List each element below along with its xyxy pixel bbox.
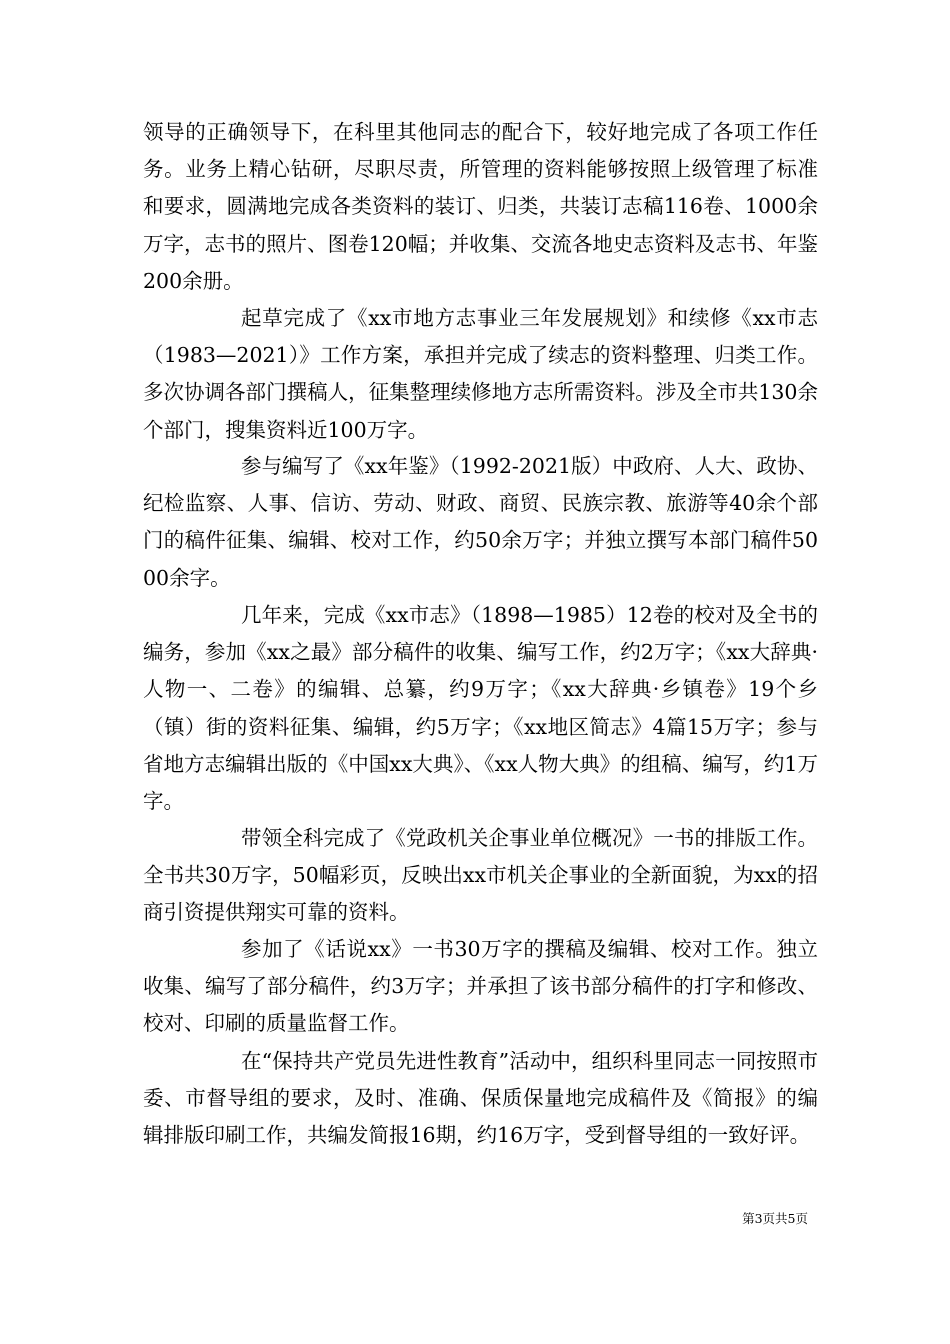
paragraph-1: 领导的正确领导下，在科里其他同志的配合下，较好地完成了各项工作任务。业务上精心钻研，尽职尽责，所管理的资料能够按照上级管理了标准和要求，圆满地完成各类资料的装订、归类，共装订志稿116卷、1000余万字，志书的照片、图卷120幅；并收集、交流各地史志资料及志书、年鉴200余册。 (143, 120, 818, 293)
paragraph-4: 几年来，完成《xx市志》（1898—1985）12卷的校对及全书的编务，参加《xx之最》部分稿件的收集、编写工作，约2万字；《xx大辞典·人物一、二卷》的编辑、总纂，约9万字；《xx大辞典·乡镇卷》19个乡（镇）街的资料征集、编辑，约5万字；《xx地区简志》4篇15万字；参与省地方志编辑出版的《中国xx大典》、《xx人物大典》的组稿、编写，约1万字。 (143, 603, 818, 814)
paragraph-2: 起草完成了《xx市地方志事业三年发展规划》和续修《xx市志（1983—2021）》工作方案，承担并完成了续志的资料整理、归类工作。多次协调各部门撰稿人，征集整理续修地方志所需资料。涉及全市共130余个部门，搜集资料近100万字。 (143, 306, 818, 442)
paragraph-6: 参加了《话说xx》一书30万字的撰稿及编辑、校对工作。独立收集、编写了部分稿件，约3万字；并承担了该书部分稿件的打字和修改、校对、印刷的质量监督工作。 (143, 937, 818, 1036)
paragraph-5: 带领全科完成了《党政机关企事业单位概况》一书的排版工作。全书共30万字，50幅彩页，反映出xx市机关企事业的全新面貌，为xx的招商引资提供翔实可靠的资料。 (143, 826, 818, 925)
paragraph-3: 参与编写了《xx年鉴》（1992-2021版）中政府、人大、政协、纪检监察、人事、信访、劳动、财政、商贸、民族宗教、旅游等40余个部门的稿件征集、编辑、校对工作，约50余万字；并独立撰写本部门稿件5000余字。 (143, 454, 818, 590)
page-number-footer: 第3页共5页 (742, 1211, 808, 1226)
paragraph-7: 在“保持共产党员先进性教育”活动中，组织科里同志一同按照市委、市督导组的要求，及时、准确、保质保量地完成稿件及《简报》的编辑排版印刷工作，共编发简报16期，约16万字，受到督导组的一致好评。 (143, 1049, 818, 1148)
